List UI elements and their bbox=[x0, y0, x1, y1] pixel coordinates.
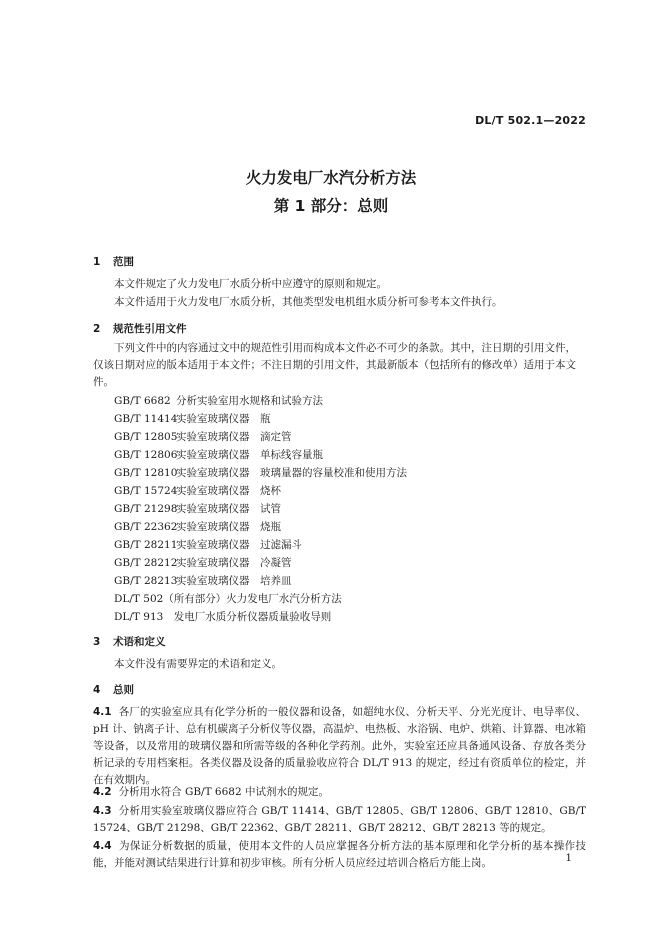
normative-references-intro: 下列文件中的内容通过文中的规范性引用而构成本文件必不可少的条款。其中，注日期的引用文件，仅该日期对应的版本适用于本文件；不注日期的引用文件，其最新版本（包括所有的修改单）适用于本文件。 bbox=[93, 342, 576, 388]
reference-item bbox=[114, 447, 323, 462]
reference-title: 实验室玻璃仪器 滴定管 bbox=[176, 431, 292, 443]
section-2-heading bbox=[93, 321, 187, 336]
section-number: 2 bbox=[93, 323, 101, 335]
reference-code: GB/T 28213 bbox=[114, 575, 178, 587]
terms-paragraph: 本文件没有需要界定的术语和定义。 bbox=[114, 658, 282, 670]
reference-title: 实验室玻璃仪器 瓶 bbox=[176, 413, 271, 425]
reference-title: 实验室玻璃仪器 烧杯 bbox=[176, 485, 281, 497]
reference-item-dl913: DL/T 913 发电厂水质分析仪器质量验收导则 bbox=[114, 611, 332, 623]
reference-code: GB/T 12805 bbox=[114, 431, 178, 443]
reference-item bbox=[114, 555, 292, 570]
clause-number: 4.1 bbox=[93, 706, 112, 718]
reference-code: GB/T 22362 bbox=[114, 521, 178, 533]
reference-title: 分析实验室用水规格和试验方法 bbox=[176, 395, 323, 407]
reference-title: 实验室玻璃仪器 试管 bbox=[176, 503, 281, 515]
reference-code: GB/T 6682 bbox=[114, 395, 171, 407]
reference-code: GB/T 11414 bbox=[114, 413, 178, 425]
reference-title: 实验室玻璃仪器 烧瓶 bbox=[176, 521, 281, 533]
clause-text: 各厂的实验室应具有化学分析的一般仪器和设备，如超纯水仪、分析天平、分光光度计、电导率仪、pH 计、钠离子计、总有机碳离子分析仪等仪器，高温炉、电热板、水浴锅、电炉、烘箱、计算器、电冰箱等设备，以及常用的玻璃仪器和所需等级的各种化学药剂。此外，实验室还应具备通风设备、存放各类分析记录的专用档案柜。各类仪器及设备的质量验收应符合 DL/T 913 的规定，经过有资质单位的检定，并在有效期内。 bbox=[93, 706, 586, 786]
section-number: 3 bbox=[93, 636, 101, 648]
section-title: 规范性引用文件 bbox=[113, 323, 187, 335]
reference-item bbox=[114, 483, 281, 498]
reference-code: GB/T 21298 bbox=[114, 503, 178, 515]
section-title: 范围 bbox=[113, 256, 134, 268]
reference-code: GB/T 28212 bbox=[114, 557, 178, 569]
reference-item bbox=[114, 429, 292, 444]
clause-4-2 bbox=[93, 784, 586, 801]
section-3-heading bbox=[93, 634, 166, 649]
page-number: 1 bbox=[565, 852, 572, 864]
section-number: 4 bbox=[93, 684, 101, 696]
reference-code: GB/T 12806 bbox=[114, 449, 178, 461]
reference-item bbox=[114, 465, 407, 480]
reference-code: GB/T 15724 bbox=[114, 485, 178, 497]
section-number: 1 bbox=[93, 256, 101, 268]
reference-title: 实验室玻璃仪器 单标线容量瓶 bbox=[176, 449, 323, 461]
standard-code: DL/T 502.1—2022 bbox=[475, 114, 586, 127]
clause-number: 4.3 bbox=[93, 805, 112, 817]
clause-text: 分析用水符合 GB/T 6682 中试剂水的规定。 bbox=[118, 786, 329, 798]
reference-item bbox=[114, 501, 281, 516]
reference-item bbox=[114, 519, 281, 534]
reference-item bbox=[114, 537, 302, 552]
section-1-heading bbox=[93, 254, 134, 269]
scope-paragraph: 本文件规定了火力发电厂水质分析中应遵守的原则和规定。 bbox=[114, 278, 387, 290]
reference-code: GB/T 28211 bbox=[114, 539, 178, 551]
section-title: 术语和定义 bbox=[113, 636, 166, 648]
document-subtitle: 第 1 部分：总则 bbox=[273, 197, 389, 215]
clause-4-1 bbox=[93, 704, 586, 789]
document-title: 火力发电厂水汽分析方法 bbox=[245, 169, 417, 187]
section-title: 总则 bbox=[113, 684, 134, 696]
clause-text: 为保证分析数据的质量，使用本文件的人员应掌握各分析方法的基本原理和化学分析的基本操作技能，并能对测试结果进行计算和初步审核。所有分析人员应经过培训合格后方能上岗。 bbox=[93, 840, 586, 869]
reference-title: 实验室玻璃仪器 培养皿 bbox=[176, 575, 292, 587]
reference-item bbox=[114, 393, 323, 408]
clause-4-4 bbox=[93, 838, 586, 872]
reference-code: GB/T 12810 bbox=[114, 467, 178, 479]
clause-number: 4.4 bbox=[93, 840, 112, 852]
reference-item-dl502: DL/T 502（所有部分）火力发电厂水汽分析方法 bbox=[114, 593, 342, 605]
clause-text: 分析用实验室玻璃仪器应符合 GB/T 11414、GB/T 12805、GB/T 12806、GB/T 12810、GB/T 15724、GB/T 21298、GB/T 22362、GB/T 28211、GB/T 28212、GB/T 28213 等的规定。 bbox=[93, 805, 586, 834]
clause-number: 4.2 bbox=[93, 786, 112, 798]
reference-item bbox=[114, 573, 292, 588]
reference-item bbox=[114, 411, 271, 426]
reference-title: 实验室玻璃仪器 冷凝管 bbox=[176, 557, 292, 569]
scope-paragraph: 本文件适用于火力发电厂水质分析，其他类型发电机组水质分析可参考本文件执行。 bbox=[114, 296, 503, 308]
reference-title: 实验室玻璃仪器 过滤漏斗 bbox=[176, 539, 302, 551]
clause-4-3 bbox=[93, 803, 586, 837]
reference-title: 实验室玻璃仪器 玻璃量器的容量校准和使用方法 bbox=[176, 467, 407, 479]
section-4-heading bbox=[93, 682, 134, 697]
